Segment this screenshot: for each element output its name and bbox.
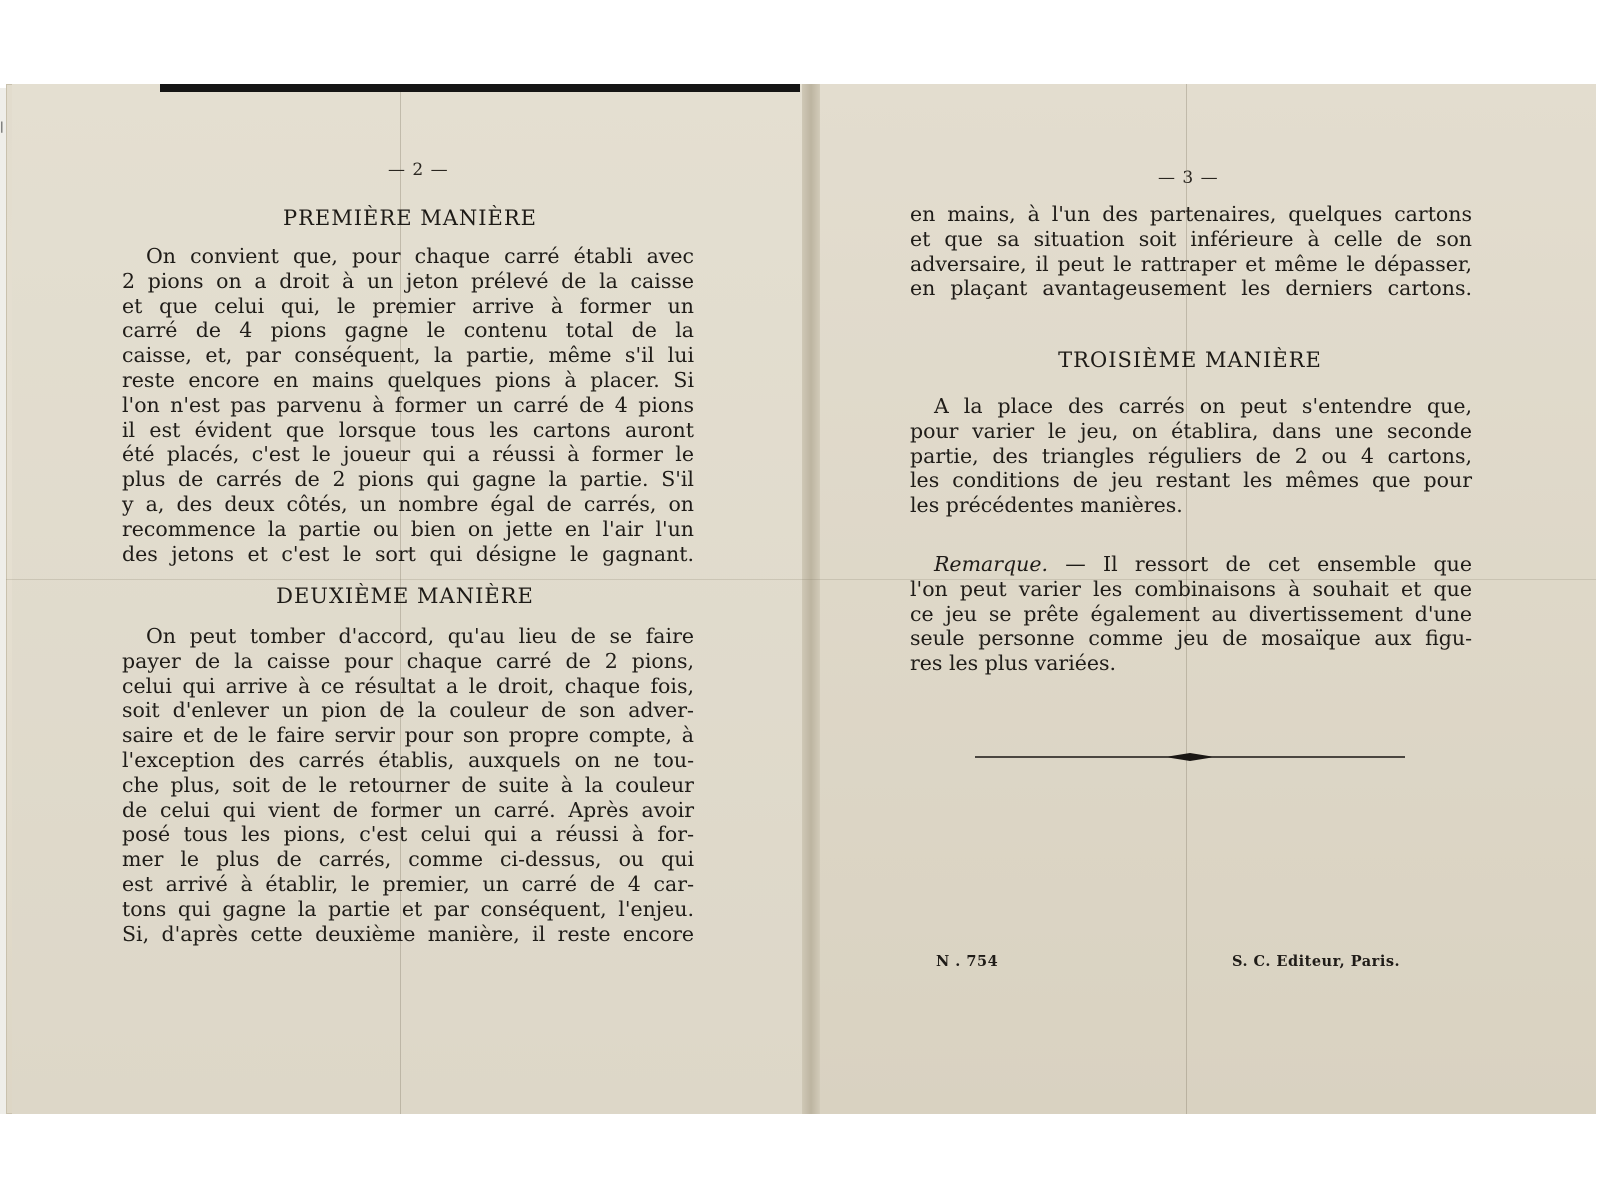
page-number-right: — 3 —	[1158, 168, 1219, 188]
text-line: caisse, et, par conséquent, la partie, même s'il lui	[122, 343, 694, 368]
text-line: est arrivé à établir, le premier, un carré de 4 car-	[122, 871, 694, 896]
text-line: saire et de le faire servir pour son propre compte, à	[122, 723, 694, 748]
text-line: Si, d'après cette deuxième manière, il reste encore	[122, 921, 694, 946]
remark-first-line	[910, 552, 1472, 577]
text-line: On convient que, pour chaque carré établi avec	[146, 244, 694, 268]
text-line: en mains, à l'un des partenaires, quelques cartons	[910, 202, 1472, 226]
page-number-left: — 2 —	[388, 160, 449, 180]
text-line: des jetons et c'est le sort qui désigne le gagnant.	[122, 541, 694, 566]
text-line: l'on peut varier les combinaisons à souhait et que	[910, 576, 1472, 601]
text-line: l'exception des carrés établis, auxquels on ne tou-	[122, 747, 694, 772]
text-line: seule personne comme jeu de mosaïque aux figu-	[910, 626, 1472, 651]
text-line: été placés, c'est le joueur qui a réussi à former le	[122, 442, 694, 467]
text-line: posé tous les pions, c'est celui qui a réussi à for-	[122, 822, 694, 847]
text-line: On peut tomber d'accord, qu'au lieu de se faire	[146, 624, 694, 648]
text-line: de celui qui vient de former un carré. Après avoir	[122, 797, 694, 822]
text-line: reste encore en mains quelques pions à placer. Si	[122, 367, 694, 392]
paragraph-continuation	[910, 202, 1472, 301]
text-line: recommence la partie ou bien on jette en l'air l'un	[122, 516, 694, 541]
heading-deuxieme-maniere: DEUXIÈME MANIÈRE	[276, 584, 534, 608]
remark-first-line-text: — Il ressort de cet ensemble que	[1048, 552, 1472, 576]
text-line: soit d'enlever un pion de la couleur de son adver-	[122, 698, 694, 723]
text-line: res les plus variées.	[910, 651, 1117, 676]
text-line: mer le plus de carrés, comme ci-dessus, ou qui	[122, 847, 694, 872]
publisher-imprint: S. C. Editeur, Paris.	[1232, 953, 1401, 970]
text-line: partie, des triangles réguliers de 2 ou 4 cartons,	[910, 443, 1472, 468]
paragraph-troisieme-maniere	[910, 394, 1472, 518]
heading-troisieme-maniere: TROISIÈME MANIÈRE	[1058, 348, 1322, 372]
text-line: l'on n'est pas parvenu à former un carré de 4 pions	[122, 392, 694, 417]
text-line: ce jeu se prête également au divertissement d'une	[910, 601, 1472, 626]
text-line: celui qui arrive à ce résultat a le droit, chaque fois,	[122, 673, 694, 698]
text-line: pour varier le jeu, on établira, dans une seconde	[910, 418, 1472, 443]
text-line: 2 pions on a droit à un jeton prélevé de la caisse	[122, 268, 694, 293]
paragraph-remarque	[910, 552, 1472, 676]
text-line: payer de la caisse pour chaque carré de 2 pions,	[122, 648, 694, 673]
edge-mark: |	[0, 120, 4, 133]
paragraph-premiere-maniere	[122, 244, 694, 566]
text-line: et que sa situation soit inférieure à celle de son	[910, 226, 1472, 251]
text-line: en plaçant avantageusement les derniers cartons.	[910, 276, 1472, 301]
text-line: A la place des carrés on peut s'entendre que,	[934, 394, 1472, 418]
remark-label: Remarque.	[934, 552, 1049, 576]
text-line: tons qui gagne la partie et par conséquent, l'enjeu.	[122, 896, 694, 921]
book-gutter	[802, 84, 820, 1114]
text-line: et que celui qui, le premier arrive à former un	[122, 293, 694, 318]
heading-premiere-maniere: PREMIÈRE MANIÈRE	[282, 206, 538, 230]
paragraph-deuxieme-maniere	[122, 624, 694, 946]
text-line: che plus, soit de le retourner de suite à la couleur	[122, 772, 694, 797]
top-dark-band	[160, 84, 800, 92]
ornamental-rule	[975, 752, 1405, 762]
text-line: adversaire, il peut le rattraper et même le dépasser,	[910, 251, 1472, 276]
text-line: il est évident que lorsque tous les cartons auront	[122, 417, 694, 442]
text-line: y a, des deux côtés, un nombre égal de carrés, on	[122, 491, 694, 516]
text-line: carré de 4 pions gagne le contenu total de la	[122, 318, 694, 343]
text-line: les conditions de jeu restant les mêmes que pour	[910, 468, 1472, 493]
catalog-number: N . 754	[936, 953, 999, 970]
text-line: les précédentes manières.	[910, 493, 1183, 518]
text-line: plus de carrés de 2 pions qui gagne la partie. S'il	[122, 467, 694, 492]
